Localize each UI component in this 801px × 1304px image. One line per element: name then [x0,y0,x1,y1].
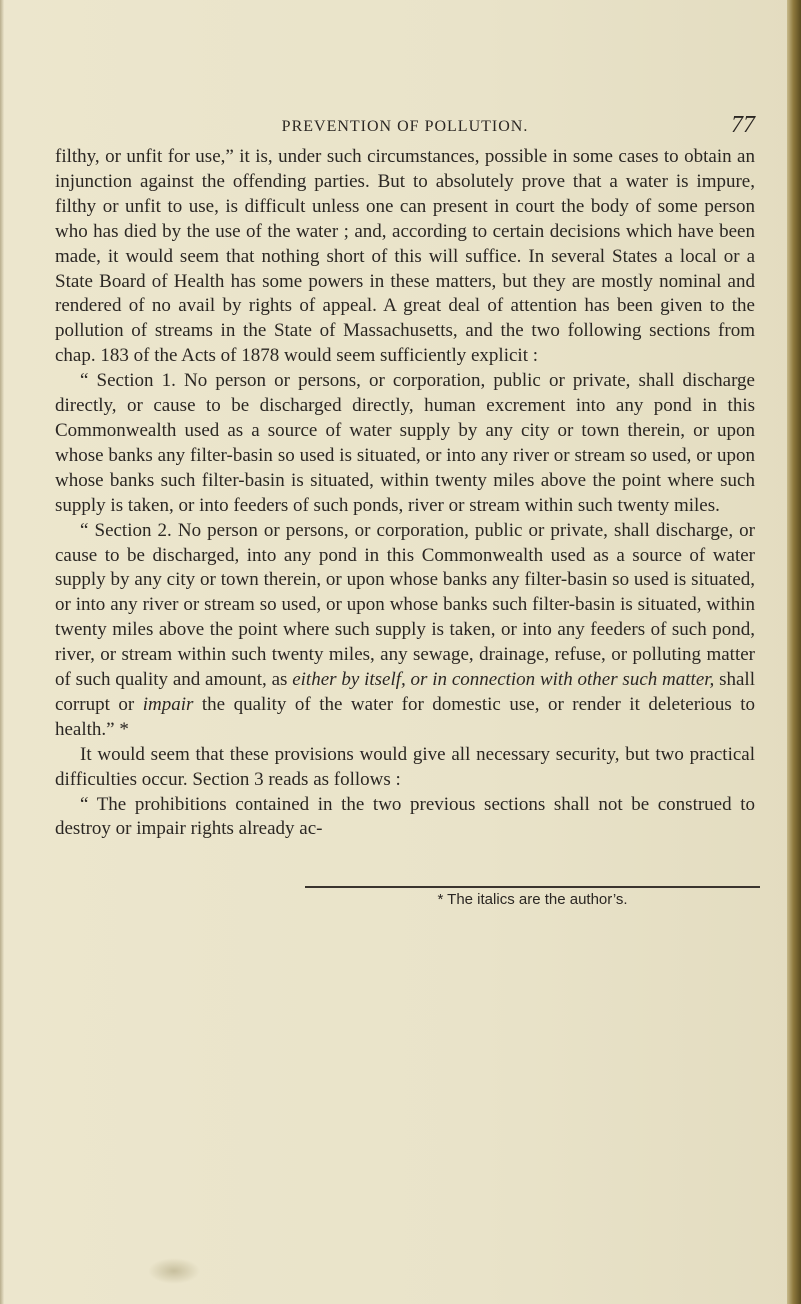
section-2-text-end: the quality of the water for domestic use, or render it deleterious to health.” * [55,693,755,740]
running-head: PREVENTION OF POLLUTION. [281,118,529,135]
paragraph-1: filthy, or unfit for use,” it is, under such circumstances, possible in some cases to obtain an injunction against the offending parties. But to absolutely prove that a water is impure, filthy or unfit to use, is difficult unless one can present in court the body of some person who has died by the use of the water ; and, according to certain decisions which have been made, it would seem that nothing short of this will suffice. In several States a local or a State Board of Health has some powers in these matters, but they are mostly nominal and rendered of no avail by rights of appeal. A great deal of attention has been given to the pollution of streams in the State of Massachusetts, and the two following sections from chap. 183 of the Acts of 1878 would seem sufficiently explicit : [55,146,755,367]
italic-word-impair: impair [142,693,194,715]
page-number: 77 [731,112,755,138]
paragraph-section-1: “ Section 1. No person or persons, or corporation, public or private, shall discharge directly, or cause to be discharged directly, human excrement into any pond in this Commonwealth used as a source of water supply by any city or town therein, or upon whose banks any filter-basin so used is situated, or into any river or stream so used, or upon whose banks such filter-basin is situated, within twenty miles above the point where such supply is taken, or into feeders of such ponds, river or stream within such twenty miles. [55,370,755,516]
body-text [55,145,755,842]
paragraph-section-2 [55,519,755,743]
page-edge [787,0,801,1304]
page-header [55,112,755,142]
page-gutter-shadow [0,0,4,1304]
section-2-text-mid: shall corrupt or [55,669,755,715]
footnote: * The italics are the author’s. [437,891,628,908]
paragraph-commentary: It would seem that these provisions would give all necessary security, but two practical difficulties occur. Section 3 reads as follows : [55,743,755,790]
section-2-text-start: “ Section 2. No person or persons, or corporation, public or private, shall discharge, or cause to be discharged, into any pond in this Commonwealth used as a source of water supply by any city or town therein, or upon whose banks any filter-basin so used is situated, or into any river or stream so used, or upon whose banks such filter-basin is situated, within twenty miles above the point where such supply is taken, or into any feeders of such pond, river, or stream within such twenty miles, any sewage, drainage, refuse, or polluting matter of such quality and amount, as [55,519,755,691]
paragraph-section-3-quote: “ The prohibitions contained in the two previous sections shall not be construed to destroy or impair rights already ac- [55,793,755,840]
italic-phrase-either: either by itself, or in connection with other such matter, [292,669,715,691]
footnote-rule [305,886,760,888]
paper-smudge [148,1258,200,1284]
